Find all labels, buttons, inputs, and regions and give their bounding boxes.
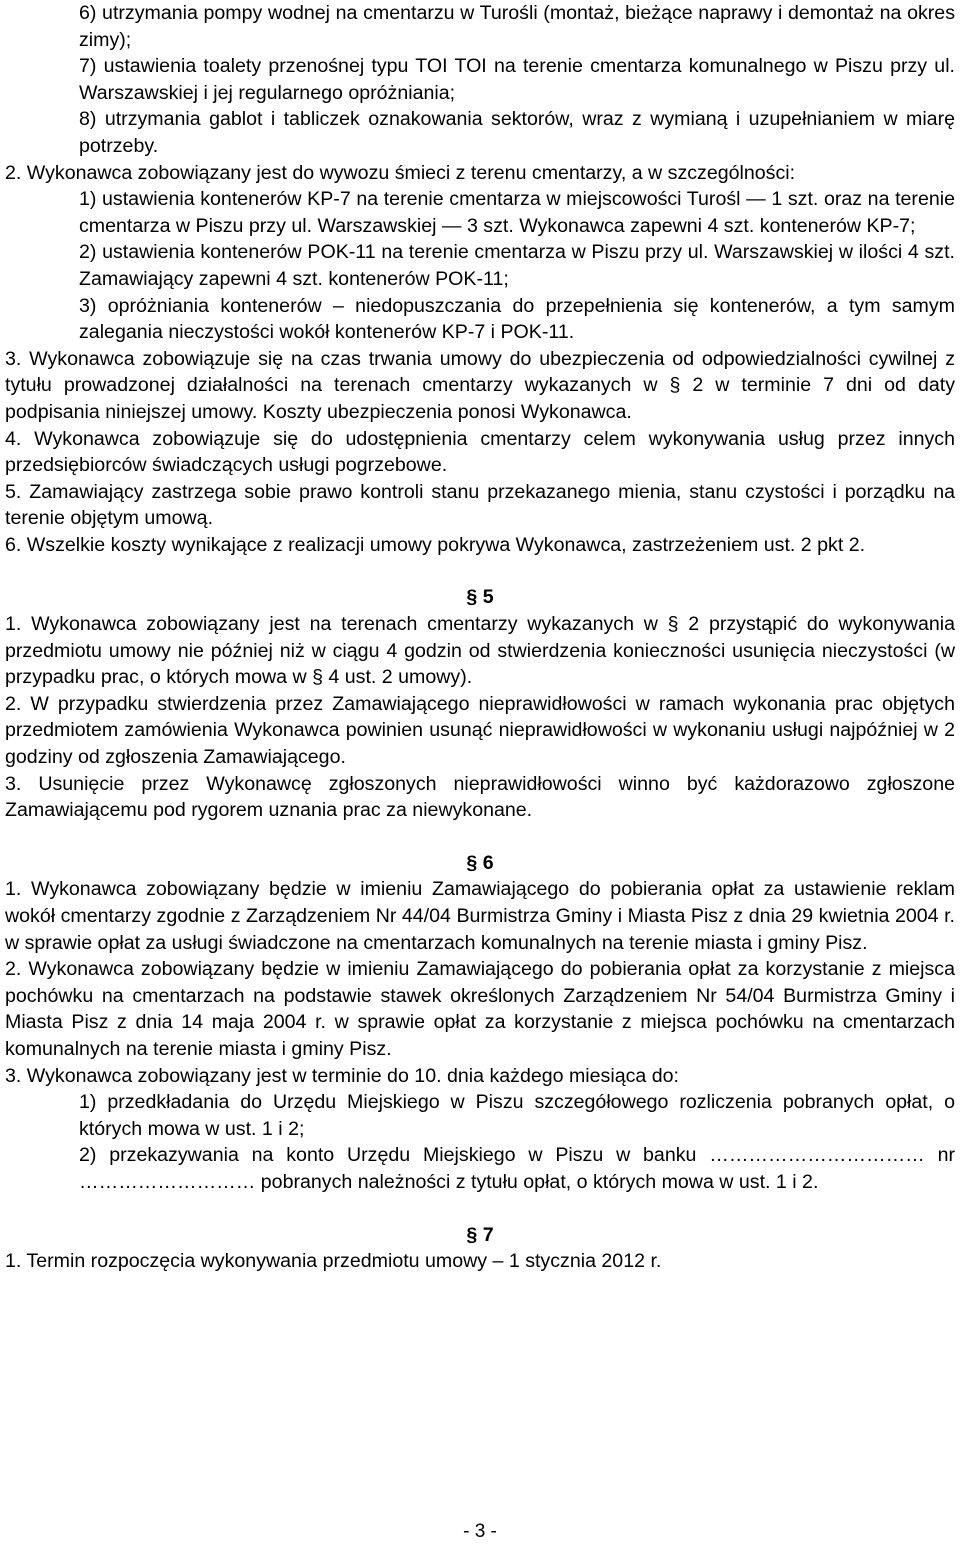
section-heading: § 6 (466, 851, 494, 874)
spacer (5, 1196, 955, 1222)
section-4-paragraph-2 (5, 160, 955, 346)
section-4-rest (5, 346, 955, 559)
paragraph: 1. Wykonawca zobowiązany będzie w imieniu Zamawiającego do pobierania opłat za ustawienie reklam wokół cmentarzy zgodnie z Zarządzeniem Nr 44/04 Burmistrza Gminy i Miasta Pisz z dnia 29 kwietnia 2004 r. w sprawie opłat za usługi świadczone na cmentarzach komunalnych na terenie miasta i gminy Pisz. (5, 878, 955, 954)
spacer (5, 824, 955, 850)
list-item: 2) ustawienia kontenerów POK-11 na terenie cmentarza w Piszu przy ul. Warszawskiej w ilości 4 szt. Zamawiający zapewni 4 szt. kontenerów POK-11; (79, 241, 955, 290)
paragraph: 5. Zamawiający zastrzega sobie prawo kontroli stanu przekazanego mienia, stanu czystości i porządku na terenie objętym umową. (5, 480, 955, 530)
paragraph: 1. Wykonawca zobowiązany jest na terenach cmentarzy wykazanych w § 2 przystąpić do wykonywania przedmiotu umowy nie później niż w ciągu 4 godzin od stwierdzenia konieczności usunięcia nieczystości (w przypadku prac, o których mowa w § 4 ust. 2 umowy). (5, 613, 955, 689)
paragraph: 6. Wszelkie koszty wynikające z realizacji umowy pokrywa Wykonawca, zastrzeżeniem ust. 2 pkt 2. (5, 533, 866, 556)
section-7 (5, 1222, 955, 1275)
section-6 (5, 850, 955, 1196)
section-heading: § 5 (466, 586, 494, 609)
paragraph: 3. Usunięcie przez Wykonawcę zgłoszonych nieprawidłowości winno być każdorazowo zgłoszone Zamawiającemu pod rygorem uznania prac za niewykonane. (5, 772, 955, 822)
paragraph: 2. Wykonawca zobowiązany będzie w imieniu Zamawiającego do pobierania opłat za korzystanie z miejsca pochówku na cmentarzach na podstawie stawek określonych Zarządzeniem Nr 54/04 Burmistrza Gminy i Miasta Pisz z dnia 14 maja 2004 r. w sprawie opłat za korzystanie z miejsca pochówku na cmentarzach komunalnych na terenie miasta i gminy Pisz. (5, 958, 955, 1060)
list-item: 6) utrzymania pompy wodnej na cmentarzu w Turośli (montaż, bieżące naprawy i demontaż na okres zimy); (79, 2, 955, 51)
list-item: 7) ustawienia toalety przenośnej typu TOI TOI na terenie cmentarza komunalnego w Piszu przy ul. Warszawskiej i jej regularnego opróżniania; (79, 55, 955, 104)
list-item: 2) przekazywania na konto Urzędu Miejskiego w Piszu w banku …………………………… nr ……………………… pobranych należności z tytułu opłat, o których mowa w ust. 1 i 2. (79, 1144, 955, 1193)
paragraph: 4. Wykonawca zobowiązuje się do udostępnienia cmentarzy celem wykonywania usług przez innych przedsiębiorców świadczących usługi pogrzebowe. (5, 427, 955, 477)
paragraph: 1. Termin rozpoczęcia wykonywania przedmiotu umowy – 1 stycznia 2012 r. (5, 1250, 662, 1273)
section-heading: § 7 (466, 1223, 494, 1246)
list-item: 8) utrzymania gablot i tabliczek oznakowania sektorów, wraz z wymianą i uzupełnianiem w miarę potrzeby. (79, 108, 955, 157)
paragraph: 2. Wykonawca zobowiązany jest do wywozu śmieci z terenu cmentarzy, a w szczególności: (5, 161, 796, 184)
paragraph: 2. W przypadku stwierdzenia przez Zamawiającego nieprawidłowości w ramach wykonania prac objętych przedmiotem zamówienia Wykonawca powinien usunąć nieprawidłowości w wykonaniu usługi najpóźniej w 2 godziny od zgłoszenia Zamawiającego. (5, 692, 955, 769)
page-number: - 3 - (463, 1521, 497, 1542)
paragraph: 3. Wykonawca zobowiązany jest w terminie do 10. dnia każdego miesiąca do: (5, 1064, 679, 1087)
section-5 (5, 584, 955, 823)
list-item: 1) przedkładania do Urzędu Miejskiego w Piszu szczegółowego rozliczenia pobranych opłat, o których mowa w ust. 1 i 2; (79, 1091, 955, 1140)
top-list (5, 0, 955, 160)
paragraph: 3. Wykonawca zobowiązuje się na czas trwania umowy do ubezpieczenia od odpowiedzialności cywilnej z tytułu prowadzonej działalności na terenach cmentarzy wykazanych w § 2 w terminie 7 dni od daty podpisania niniejszej umowy. Koszty ubezpieczenia ponosi Wykonawca. (5, 347, 955, 423)
list-item: 1) ustawienia kontenerów KP-7 na terenie cmentarza w miejscowości Turośl — 1 szt. oraz na terenie cmentarza w Piszu przy ul. Warszawskiej — 3 szt. Wykonawca zapewni 4 szt. kontenerów KP-7; (79, 188, 955, 237)
spacer (5, 558, 955, 584)
list-item: 3) opróżniania kontenerów – niedopuszczania do przepełnienia się kontenerów, a tym samym zalegania nieczystości wokół kontenerów KP-7 i POK-11. (79, 294, 955, 344)
